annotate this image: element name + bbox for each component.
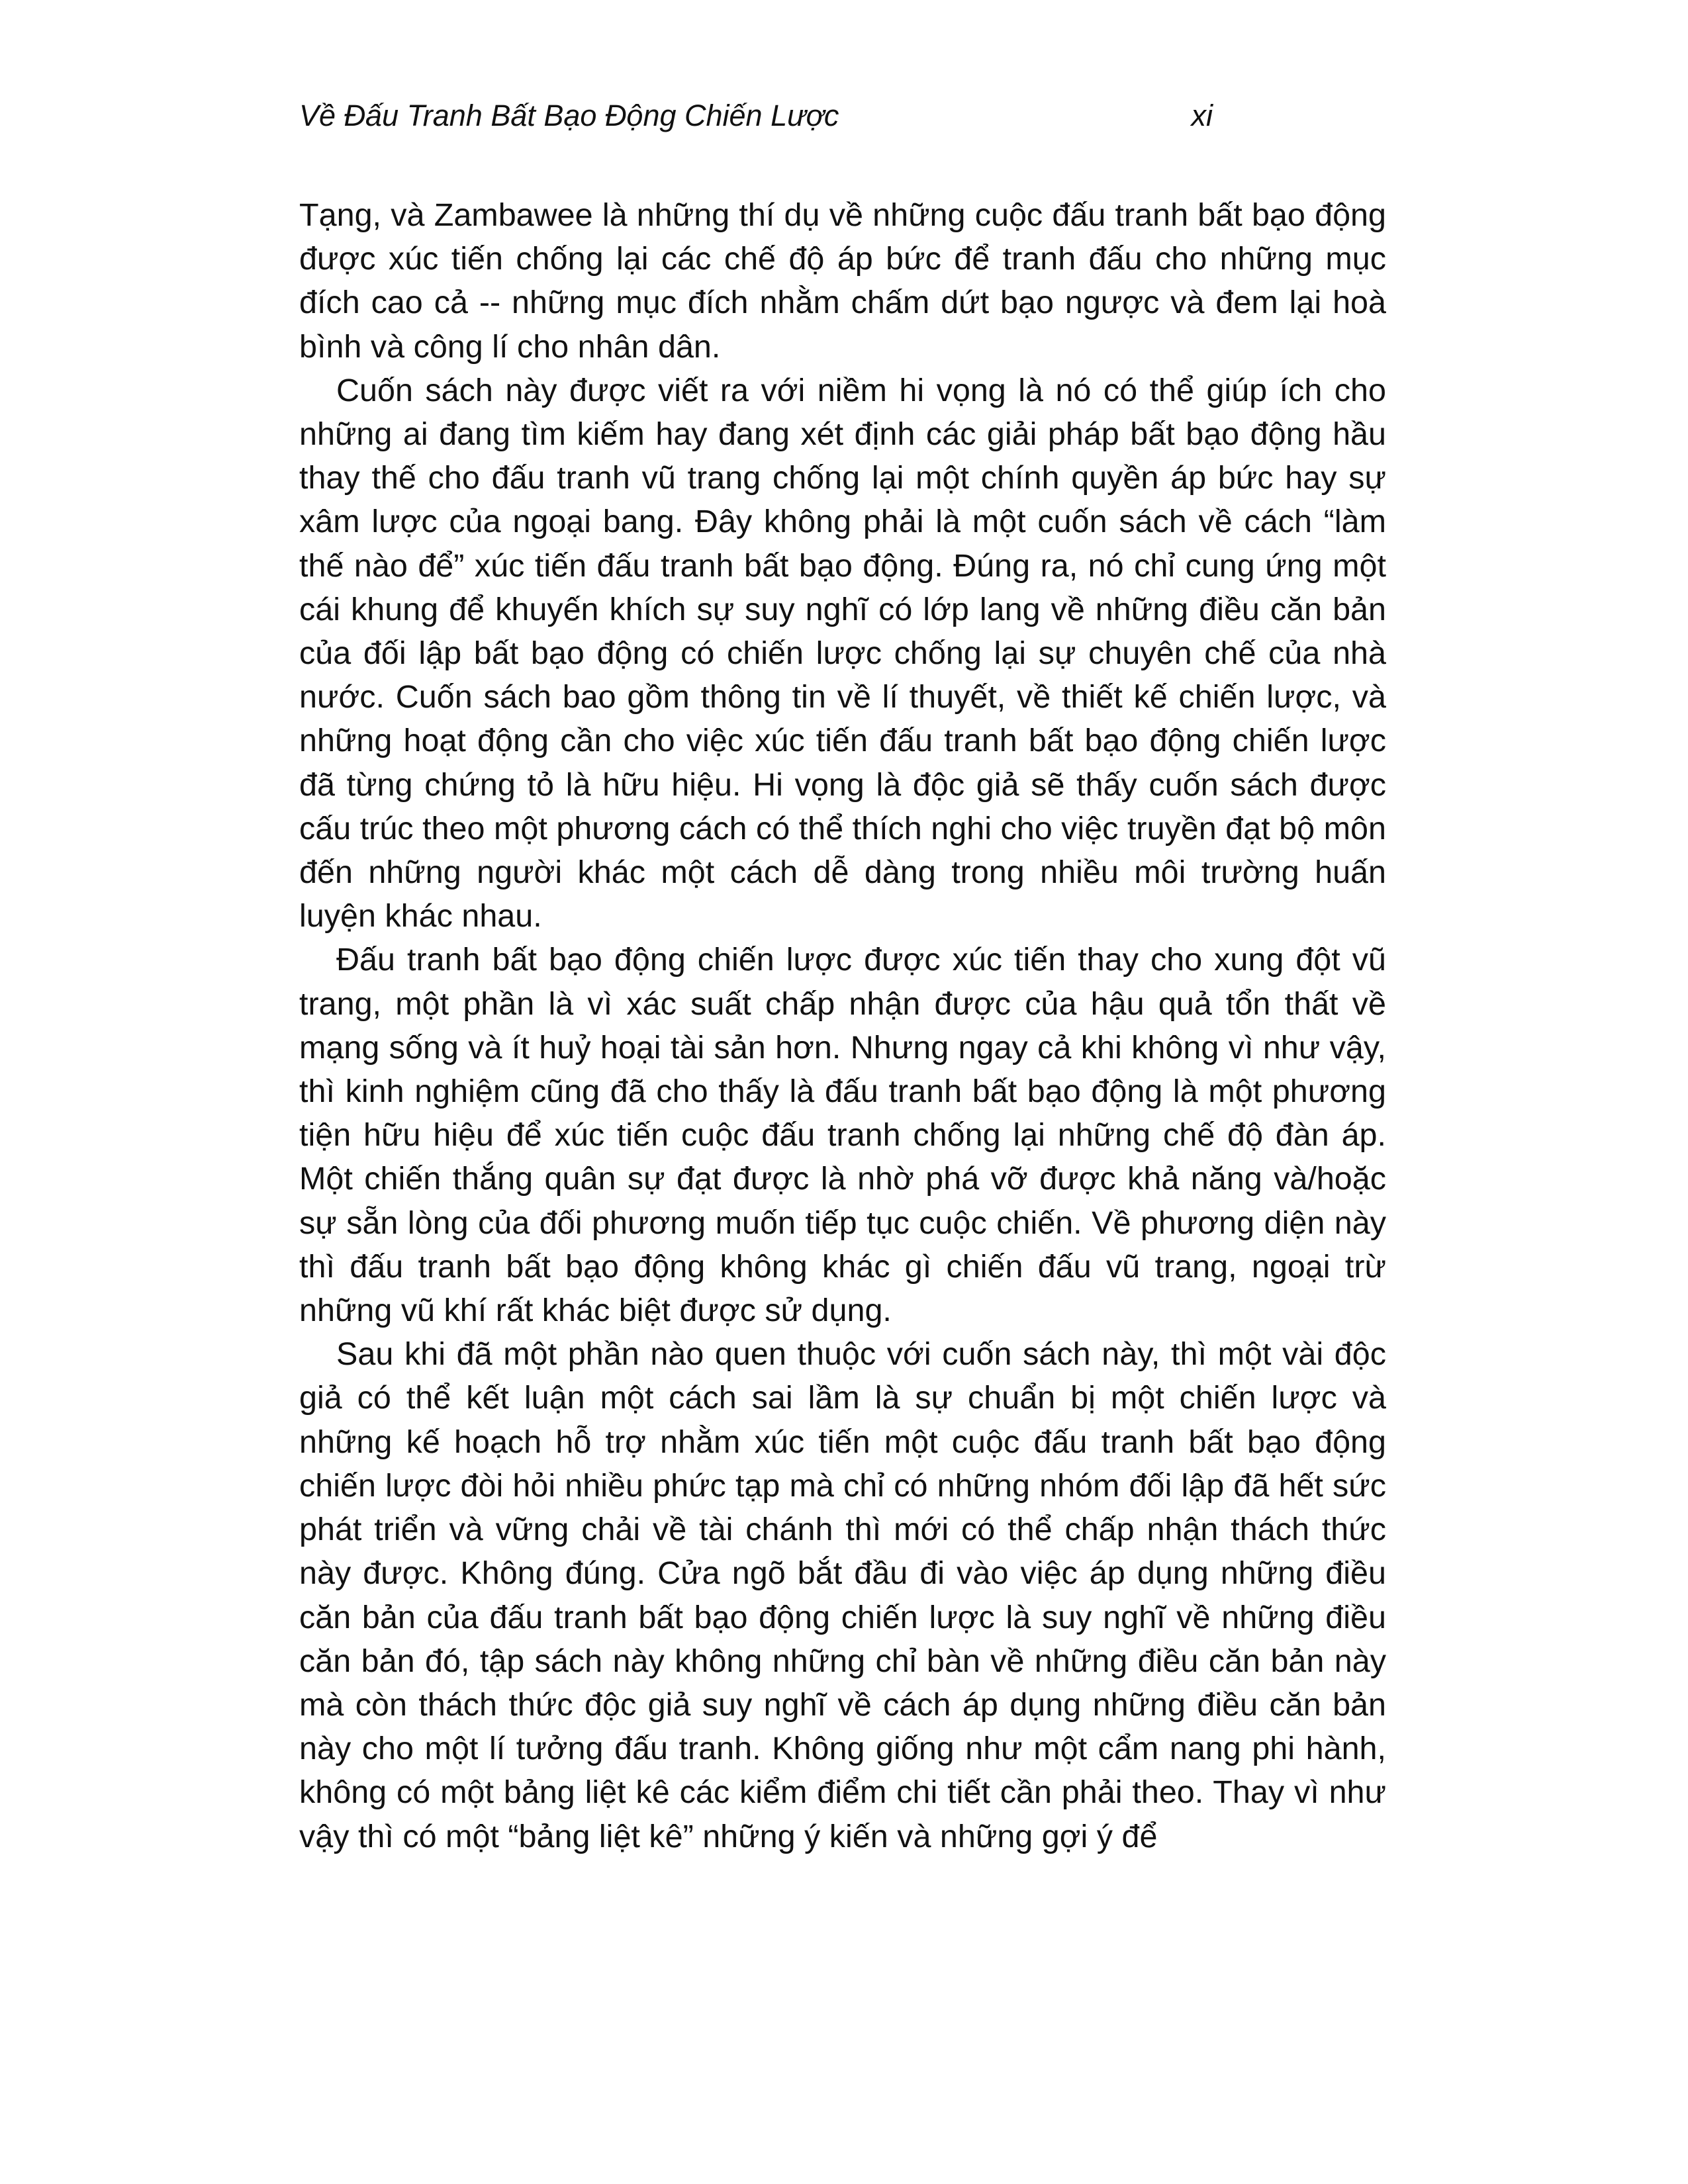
paragraph-continued: Tạng, và Zambawee là những thí dụ về những cuộc đấu tranh bất bạo động được xúc tiến chống lại các chế độ áp bức để tranh đấu cho những mục đích cao cả -- những mục đích nhằm chấm dứt bạo ngược và đem lại hoà bình và công lí cho nhân dân. xyxy=(299,197,1386,365)
paragraph: Cuốn sách này được viết ra với niềm hi vọng là nó có thể giúp ích cho những ai đang tìm kiếm hay đang xét định các giải pháp bất bạo động hầu thay thế cho đấu tranh vũ trang chống lại một chính quyền áp bức hay sự xâm lược của ngoại bang. Đây không phải là một cuốn sách về cách “làm thế nào để” xúc tiến đấu tranh bất bạo động. Đúng ra, nó chỉ cung ứng một cái khung để khuyến khích sự suy nghĩ có lớp lang về những điều căn bản của đối lập bất bạo động có chiến lược chống lại sự chuyên chế của nhà nước. Cuốn sách bao gồm thông tin về lí thuyết, về thiết kế chiến lược, và những hoạt động cần cho việc xúc tiến đấu tranh bất bạo động chiến lược đã từng chứng tỏ là hữu hiệu. Hi vọng là độc giả sẽ thấy cuốn sách được cấu trúc theo một phương cách có thể thích nghi cho việc truyền đạt bộ môn đến những người khác một cách dễ dàng trong nhiều môi trường huấn luyện khác nhau. xyxy=(299,372,1386,934)
body-text xyxy=(299,193,1386,1858)
running-header xyxy=(299,93,1213,139)
paragraph: Sau khi đã một phần nào quen thuộc với cuốn sách này, thì một vài độc giả có thể kết luận một cách sai lầm là sự chuẩn bị một chiến lược và những kế hoạch hỗ trợ nhằm xúc tiến một cuộc đấu tranh bất bạo động chiến lược đòi hỏi nhiều phức tạp mà chỉ có những nhóm đối lập đã hết sức phát triển và vững chải về tài chánh thì mới có thể chấp nhận thách thức này được. Không đúng. Cửa ngõ bắt đầu đi vào việc áp dụng những điều căn bản của đấu tranh bất bạo động chiến lược là suy nghĩ về những điều căn bản đó, tập sách này không những chỉ bàn về những điều căn bản này mà còn thách thức độc giả suy nghĩ về cách áp dụng những điều căn bản này cho một lí tưởng đấu tranh. Không giống như một cẩm nang phi hành, không có một bảng liệt kê các kiểm điểm chi tiết cần phải theo. Thay vì như vậy thì có một “bảng liệt kê” những ý kiến và những gợi ý để xyxy=(299,1336,1386,1854)
page-number: xi xyxy=(1191,99,1213,132)
running-header-title: Về Đấu Tranh Bất Bạo Động Chiến Lược xyxy=(299,99,839,132)
paragraph: Đấu tranh bất bạo động chiến lược được xúc tiến thay cho xung đột vũ trang, một phần là vì xác suất chấp nhận được của hậu quả tổn thất về mạng sống và ít huỷ hoại tài sản hơn. Nhưng ngay cả khi không vì như vậy, thì kinh nghiệm cũng đã cho thấy là đấu tranh bất bạo động là một phương tiện hữu hiệu để xúc tiến cuộc đấu tranh chống lại những chế độ đàn áp. Một chiến thắng quân sự đạt được là nhờ phá vỡ được khả năng và/hoặc sự sẵn lòng của đối phương muốn tiếp tục cuộc chiến. Về phương diện này thì đấu tranh bất bạo động không khác gì chiến đấu vũ trang, ngoại trừ những vũ khí rất khác biệt được sử dụng. xyxy=(299,942,1386,1329)
